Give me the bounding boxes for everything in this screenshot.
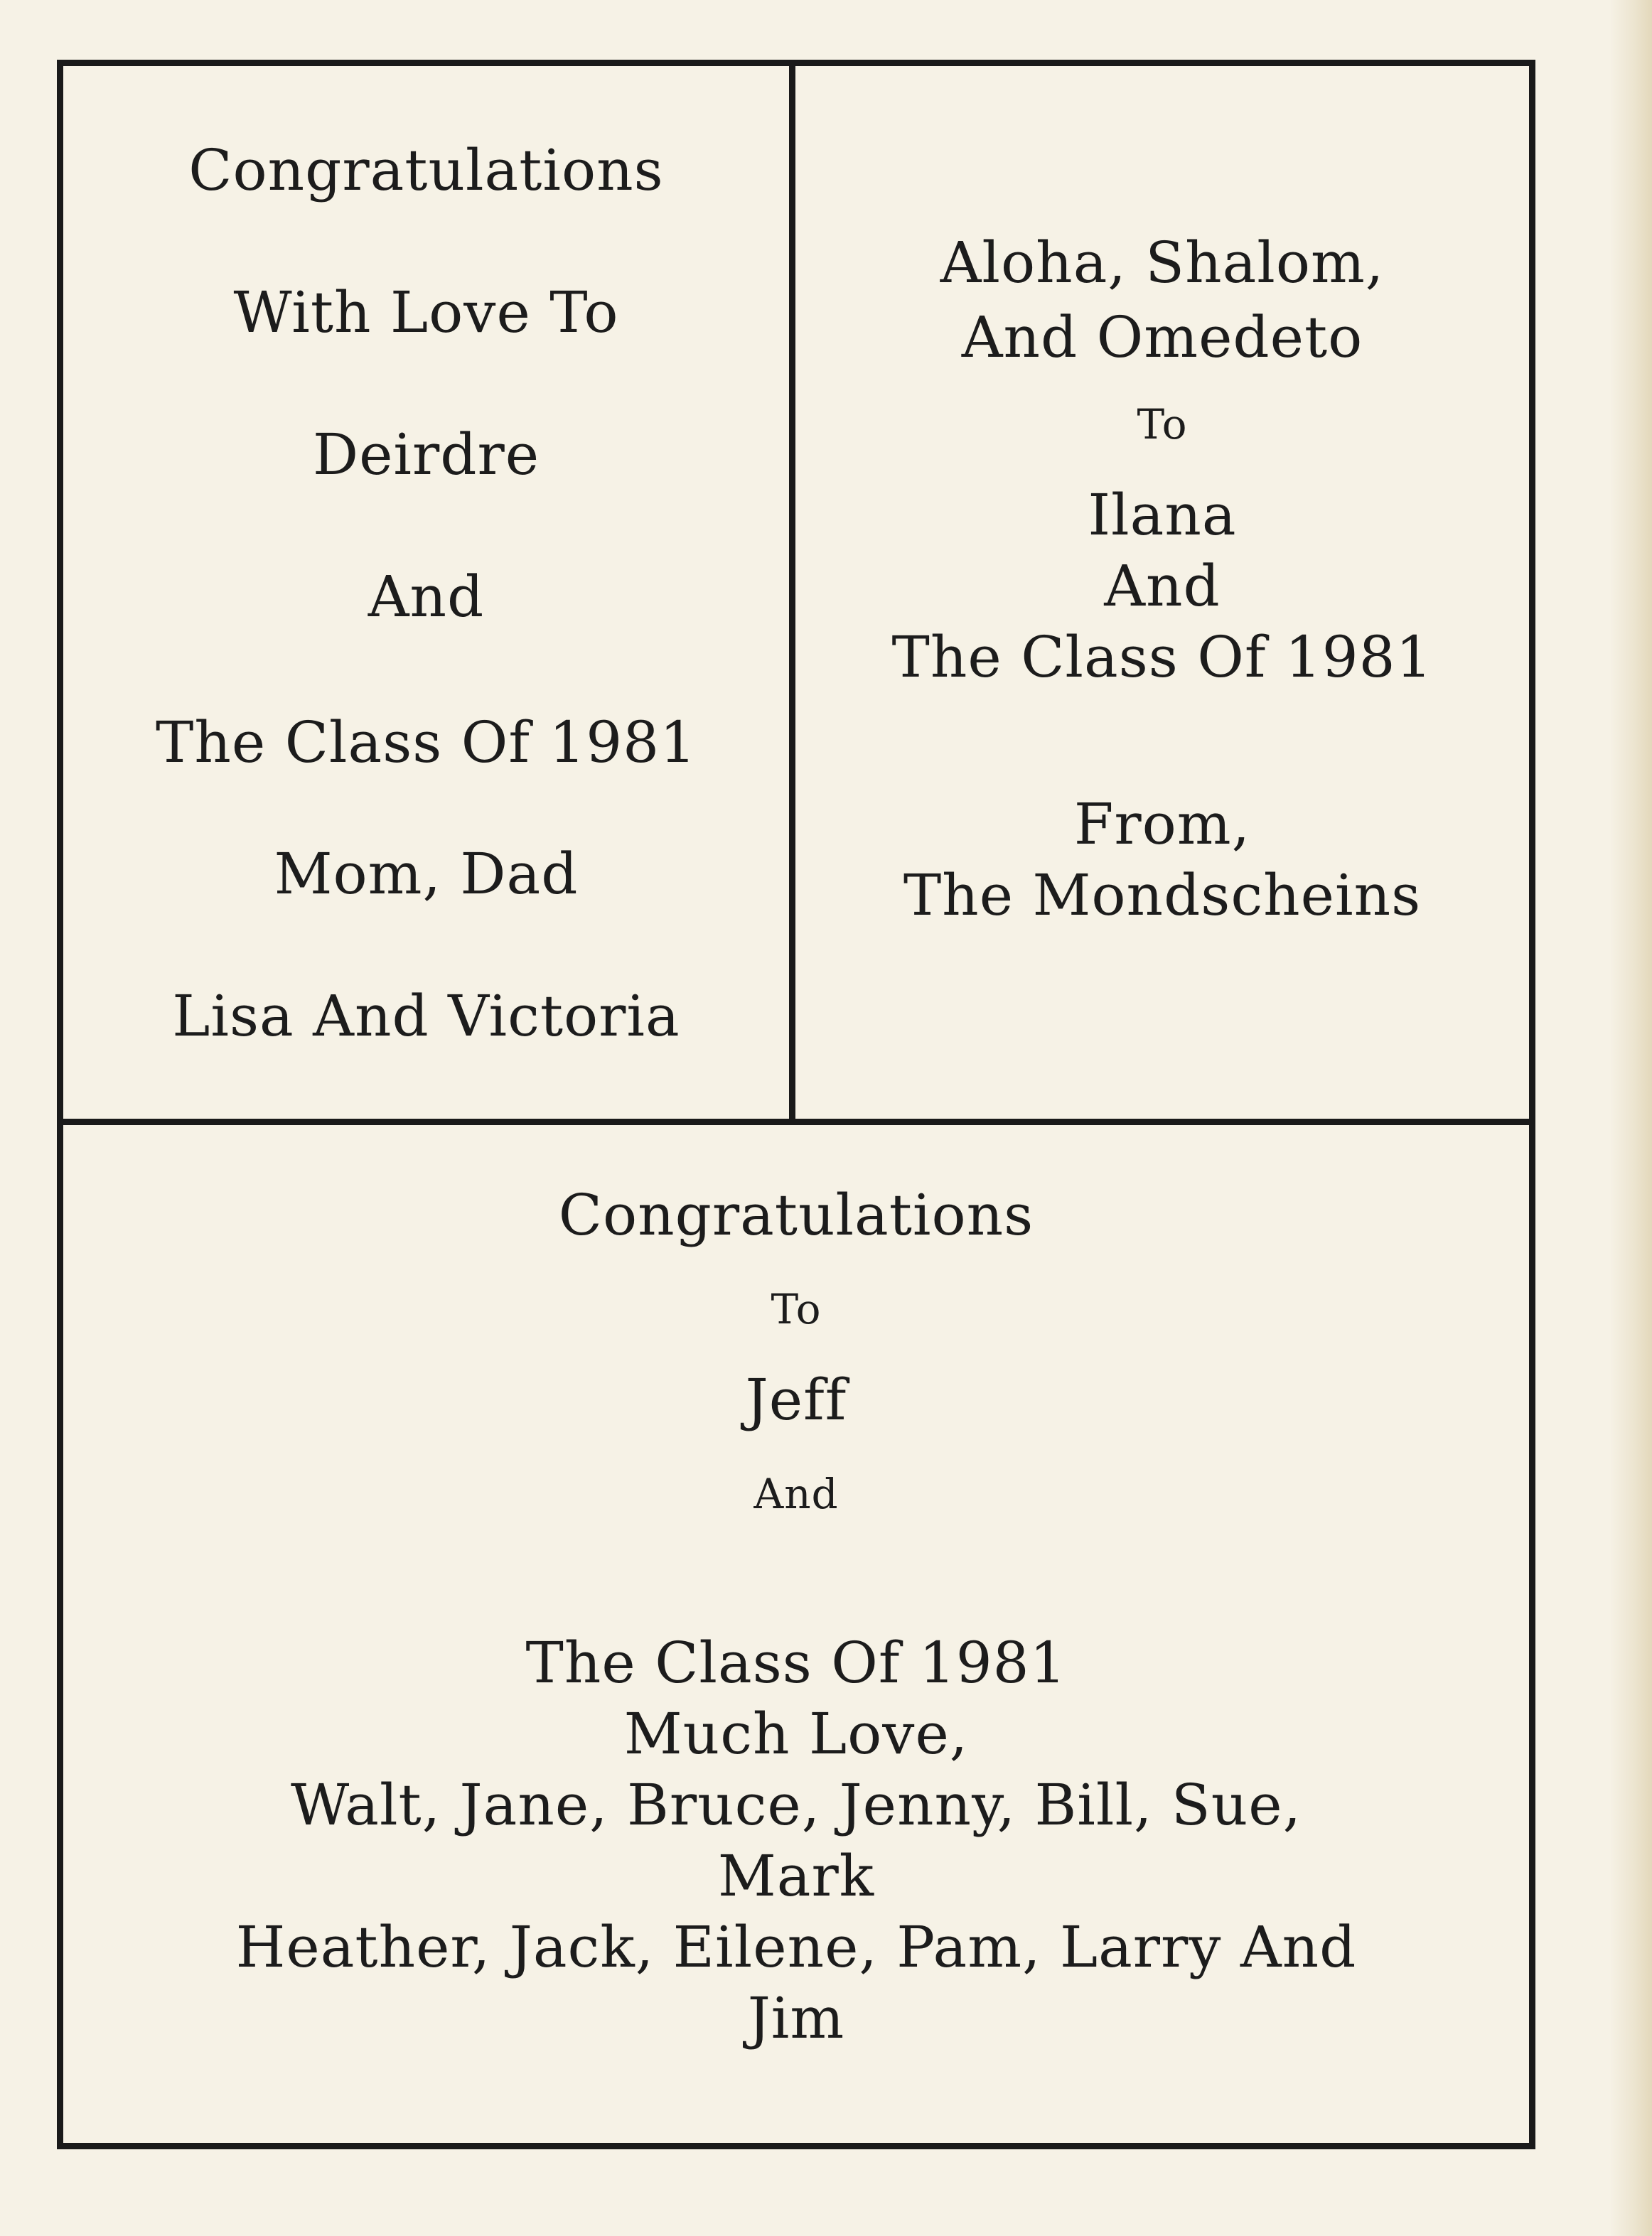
- horizontal-divider: [57, 1119, 1535, 1125]
- from-line: From,: [1073, 791, 1251, 857]
- ad-panel-ilana: [795, 66, 1529, 1119]
- sender-line: The Mondscheins: [903, 862, 1422, 928]
- conjunction-line: And: [753, 1470, 839, 1518]
- ad-panel-deirdre: [63, 66, 789, 1119]
- to-line: To: [771, 1285, 822, 1333]
- sender-names-line: Mark: [717, 1843, 875, 1909]
- greeting-line: Aloha, Shalom,: [940, 230, 1385, 296]
- class-line: The Class Of 1981: [525, 1630, 1067, 1696]
- greeting-line: And Omedeto: [961, 304, 1363, 370]
- vertical-divider: [789, 60, 795, 1124]
- congratulations-heading: Congratulations: [558, 1182, 1034, 1248]
- conjunction-line: And: [1104, 553, 1221, 619]
- class-line: The Class Of 1981: [156, 709, 697, 775]
- sender-line: Lisa And Victoria: [172, 983, 680, 1049]
- much-love-line: Much Love,: [623, 1701, 969, 1767]
- ad-panel-jeff: [63, 1125, 1529, 2143]
- honoree-name: Ilana: [1088, 482, 1237, 548]
- sender-names-line: Heather, Jack, Eilene, Pam, Larry And: [235, 1914, 1357, 1980]
- sender-names-line: Jim: [747, 1985, 845, 2051]
- congratulations-heading: Congratulations: [188, 137, 664, 203]
- class-line: The Class Of 1981: [891, 624, 1433, 690]
- page-edge: [1609, 0, 1652, 2236]
- sender-names-line: Walt, Jane, Bruce, Jenny, Bill, Sue,: [290, 1772, 1302, 1838]
- honoree-name: Jeff: [745, 1367, 847, 1433]
- to-line: To: [1137, 400, 1188, 448]
- honoree-name: Deirdre: [312, 421, 540, 488]
- conjunction-line: And: [368, 564, 485, 630]
- sender-line: Mom, Dad: [274, 841, 579, 907]
- dedication-line: With Love To: [233, 279, 619, 345]
